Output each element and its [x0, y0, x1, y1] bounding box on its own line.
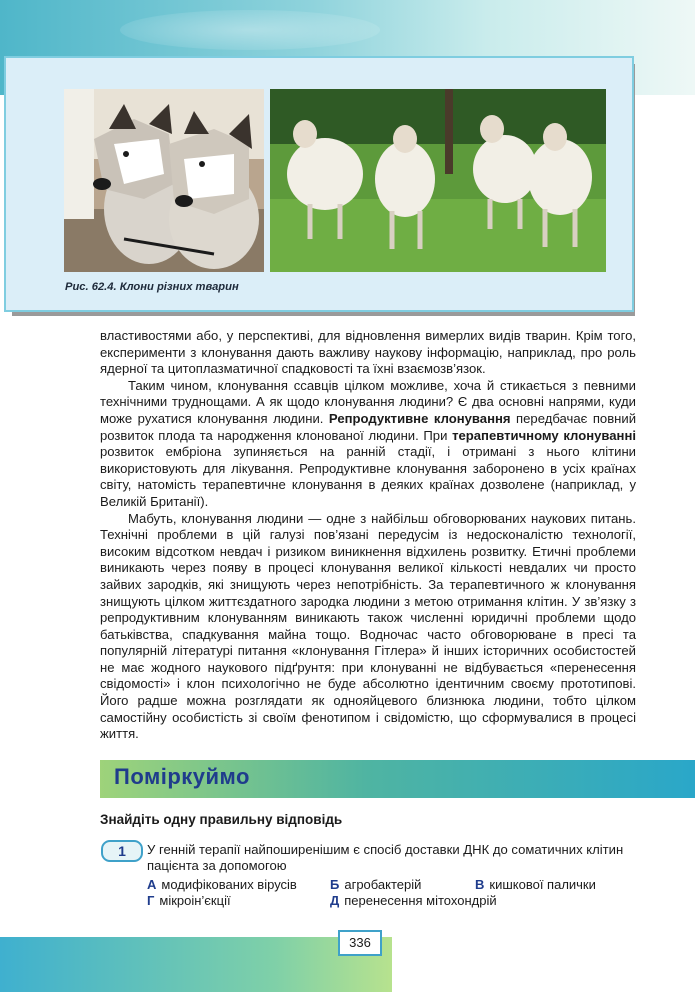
- task-heading: Знайдіть одну правильну відповідь: [100, 812, 343, 827]
- dogs-photo: [64, 89, 264, 272]
- figure-caption: Рис. 62.4. Клони різних тварин: [65, 281, 239, 293]
- paragraph: Таким чином, клонування ссавців цілком можливе, хоча й стикається з певними технічними труднощами. А як щодо клонування людини? Є два основні напрями, куди може рухатися клонування людини. Репродуктивне клонування передбачає повний розвиток плода та народження клонованої людини. При терапевтичному клонуванні розвиток ембріона зупиняється на ранній стадії, і отримані з нього клітини використовують для лікування. Репродуктивне клонування заборонено в усіх країнах світу, натомість терапевтичне клонування в деяких країнах дозволене (наприклад, у Великій Британії).: [100, 377, 637, 509]
- sheep-photo: [270, 89, 606, 272]
- option-g: Г мікроін’єкції: [147, 893, 231, 908]
- term-therapeutic-cloning: терапевтичному клонуванні: [452, 427, 637, 443]
- option-a: А модифікованих вірусів: [147, 877, 297, 892]
- paragraph: властивостями або, у перспективі, для відновлення вимерлих видів тварин. Крім того, експерименти з клонування дають важливу наукову інформацію, наприклад, про роль ядерної та цитоплазматичної спадковості та їхні взаємозв’язок.: [100, 328, 636, 377]
- paragraph: Мабуть, клонування людини — одне з найбільш обговорюваних наукових питань. Технічні проблеми в цій галузі пов’язані передусім із недосконалістю технології, високим відсотком невдач і ризиком виникнення відхилень розвитку. Етичні проблеми виникають через появу в процесі клонування великої кількості невдалих чи просто зайвих зародків, які знищують через непотрібність. За терапевтичного ж клонування знищують цілком життєздатного зародка людини з метою отримання клітин. У зв’язку з репродуктивним клонуванням виникають також численні юридичні проблеми щодо батьківства, спадкування майна тощо. Водночас часто обговорюване в пресі та популярній літературі питання «клонування Гітлера» й інших історичних особистостей не має жодного наукового підґрунтя: при клонуванні не відбувається «перенесення свідомості» і клон психологічно не буде абсолютно ідентичним своєму прототипові. Його радше можна розглядати як однояйцевого близнюка людини, тобто цілком самостійну особистість зі своїм фенотипом і свідомістю, що сформувалися в процесі життя.: [100, 510, 636, 742]
- question-number-badge: 1: [101, 840, 143, 862]
- figure-box: [4, 56, 634, 312]
- question-text: У генній терапії найпоширенішим є спосіб доставки ДНК до соматичних клітин пацієнта за допомогою: [147, 842, 624, 874]
- section-banner: [100, 760, 695, 798]
- option-v: В кишкової палички: [475, 877, 596, 892]
- footer-decoration: [0, 937, 392, 992]
- option-d: Д перенесення мітохондрій: [330, 893, 497, 908]
- section-title: Поміркуймо: [114, 764, 250, 789]
- body-text: [100, 328, 636, 743]
- page-number: 336: [338, 930, 382, 956]
- term-reproductive-cloning: Репродуктивне клонування: [328, 410, 511, 426]
- option-b: Б агробактерій: [330, 877, 422, 892]
